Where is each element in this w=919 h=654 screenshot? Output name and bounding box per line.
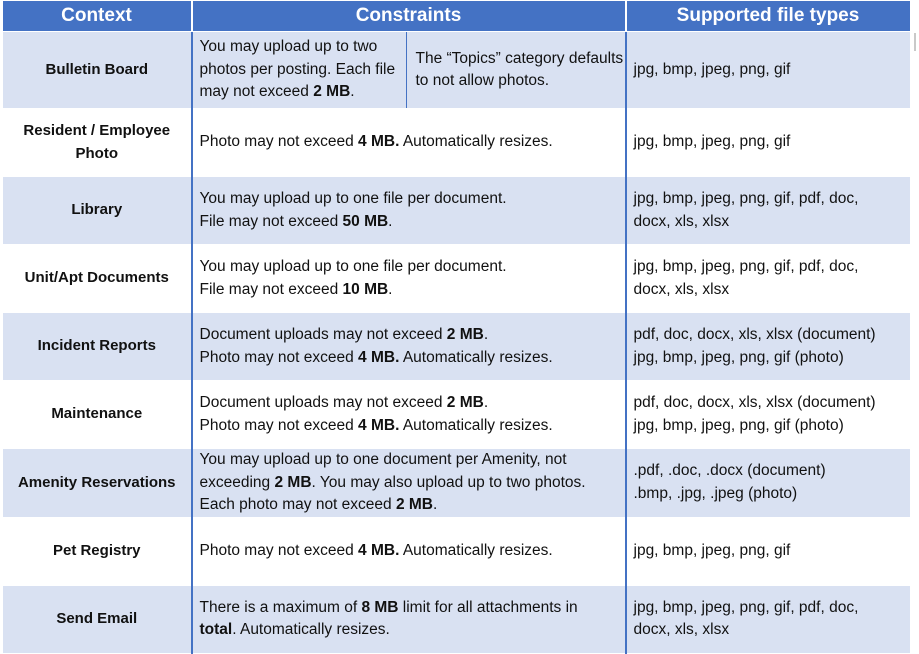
table-row — [3, 313, 911, 381]
constraint-left: You may upload up to two photos per posting. Each file may not exceed 2 MB. — [200, 32, 407, 108]
table-row — [3, 449, 911, 518]
file-types-cell: pdf, doc, docx, xls, xlsx (document) jpg, bmp, jpeg, png, gif (photo) — [626, 313, 911, 381]
context-cell: Unit/Apt Documents — [3, 245, 192, 313]
header-constraints: Constraints — [192, 1, 626, 32]
context-cell: Maintenance — [3, 381, 192, 449]
constraint-cell: Photo may not exceed 4 MB. Automatically resizes. — [192, 517, 626, 585]
constraint-cell: There is a maximum of 8 MB limit for all attachments in total. Automatically resizes. — [192, 585, 626, 653]
table-row — [3, 517, 911, 585]
scrollbar-thumb[interactable] — [914, 33, 916, 51]
table-row — [3, 177, 911, 245]
header-file-types: Supported file types — [626, 1, 911, 32]
file-types-cell: jpg, bmp, jpeg, png, gif, pdf, doc, docx, xls, xlsx — [626, 585, 911, 653]
context-cell: Pet Registry — [3, 517, 192, 585]
context-cell: Bulletin Board — [3, 32, 192, 109]
file-types-cell: .pdf, .doc, .docx (document) .bmp, .jpg, .jpeg (photo) — [626, 449, 911, 518]
constraint-cell: Document uploads may not exceed 2 MB. Photo may not exceed 4 MB. Automatically resizes. — [192, 313, 626, 381]
table-row — [3, 381, 911, 449]
context-cell: Resident / Employee Photo — [3, 109, 192, 177]
context-cell: Amenity Reservations — [3, 449, 192, 518]
file-types-cell: pdf, doc, docx, xls, xlsx (document) jpg, bmp, jpeg, png, gif (photo) — [626, 381, 911, 449]
constraint-cell: Document uploads may not exceed 2 MB. Photo may not exceed 4 MB. Automatically resizes. — [192, 381, 626, 449]
file-types-cell: jpg, bmp, jpeg, png, gif — [626, 32, 911, 109]
table-row — [3, 585, 911, 653]
file-types-cell: jpg, bmp, jpeg, png, gif — [626, 109, 911, 177]
file-types-cell: jpg, bmp, jpeg, png, gif — [626, 517, 911, 585]
file-types-cell: jpg, bmp, jpeg, png, gif, pdf, doc, docx, xls, xlsx — [626, 245, 911, 313]
constraint-right: The “Topics” category defaults to not allow photos. — [415, 49, 624, 89]
file-upload-constraints-table — [2, 1, 912, 654]
constraint-cell — [192, 32, 626, 109]
file-types-cell: jpg, bmp, jpeg, png, gif, pdf, doc, docx, xls, xlsx — [626, 177, 911, 245]
constraint-cell: You may upload up to one file per document. File may not exceed 50 MB. — [192, 177, 626, 245]
header-row — [3, 1, 911, 32]
constraint-cell: You may upload up to one document per Amenity, not exceeding 2 MB. You may also upload up to two photos. Each photo may not exceed 2 MB. — [192, 449, 626, 518]
context-cell: Incident Reports — [3, 313, 192, 381]
context-cell: Library — [3, 177, 192, 245]
constraint-cell: Photo may not exceed 4 MB. Automatically resizes. — [192, 109, 626, 177]
table-row — [3, 245, 911, 313]
table-row — [3, 109, 911, 177]
constraint-cell: You may upload up to one file per document. File may not exceed 10 MB. — [192, 245, 626, 313]
table-row — [3, 32, 911, 109]
context-cell: Send Email — [3, 585, 192, 653]
header-context: Context — [3, 1, 192, 32]
